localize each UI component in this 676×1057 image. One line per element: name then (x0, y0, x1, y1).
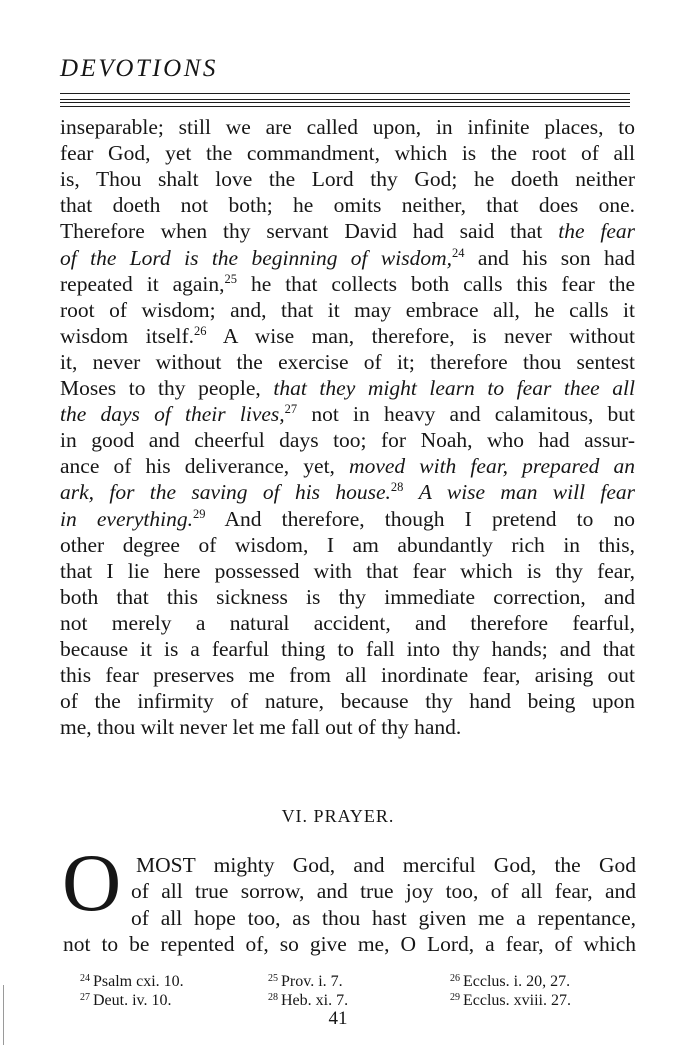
body-line: ance of his deliverance, yet, moved with fear, prepared an (60, 454, 636, 479)
footnote-marker: 29 (193, 506, 206, 521)
prayer-line: MOST mighty God, and merciful God, the God (136, 853, 636, 877)
footnote-marker: 27 (284, 402, 298, 417)
page-number: 41 (328, 1008, 348, 1029)
body-line: this fear preserves me from all inordinate fear, arising out (60, 663, 635, 688)
italic-text: the fear (558, 219, 635, 244)
prayer-line: of all hope too, as thou hast given me a repentance, (131, 906, 636, 930)
body-line: that doeth not both; he omits neither, that does one. (60, 193, 635, 218)
binding-edge (3, 985, 4, 1045)
footnotes (80, 972, 635, 1010)
prayer-line: of all true sorrow, and true joy too, of all fear, and (131, 879, 636, 903)
body-line: not merely a natural accident, and therefore fearful, (60, 610, 635, 635)
footnote-row (80, 972, 635, 991)
footnote: $^{25}$ Prov. i. 7. (268, 973, 343, 990)
footnote: $^{27}$ Deut. iv. 10. (80, 992, 172, 1009)
body-line: it, never without the exercise of it; therefore thou sentest (60, 349, 635, 374)
header-rule (60, 102, 630, 103)
body-line: of the infirmity of nature, because thy hand being upon (60, 689, 635, 714)
italic-text: the days of their lives, (60, 402, 285, 427)
body-line: in good and cheerful days too; for Noah, who had assur- (60, 428, 635, 453)
body-line: Moses to thy people, that they might learn to fear thee all (60, 376, 635, 400)
italic-text: ark, for the saving of his house. (60, 480, 391, 505)
italic-text: in everything. (60, 506, 193, 531)
body-line: Therefore when thy servant David had said that the fear (60, 219, 635, 244)
drop-cap: O (62, 837, 122, 928)
body-line: because it is a fearful thing to fall into thy hands; and that (60, 637, 635, 661)
footnote: $^{24}$ Psalm cxi. 10. (80, 973, 184, 990)
header-rule (60, 99, 630, 100)
body-line: me, thou wilt never let me fall out of thy hand. (60, 715, 462, 740)
section-title: VI. PRAYER. (281, 806, 395, 826)
italic-text: of the Lord is the beginning of wisdom, (60, 245, 452, 270)
italic-text: that they might learn to fear thee all (273, 376, 635, 400)
body-line: is, Thou shalt love the Lord thy God; he doeth neither (60, 167, 635, 192)
footnote-marker: 25 (224, 271, 238, 286)
running-head: DEVOTIONS (60, 55, 218, 82)
footnote-marker: 26 (194, 323, 207, 338)
body-line: both that this sickness is thy immediate correction, and (60, 584, 635, 609)
italic-text: moved with fear, prepared an (349, 454, 636, 479)
header-rule (60, 106, 630, 107)
footnote: $^{29}$ Ecclus. xviii. 27. (450, 992, 571, 1009)
footnote: $^{26}$ Ecclus. i. 20, 27. (450, 973, 571, 990)
body-line: wisdom itself.$^{26}$ A wise man, therefore, is never without (60, 323, 635, 348)
body-line: that I lie here possessed with that fear which is thy fear, (60, 558, 635, 583)
body-line: of the Lord is the beginning of wisdom,$^{24}$ and his son had (60, 245, 635, 270)
body-line (60, 479, 635, 505)
body-line: other degree of wisdom, I am abundantly rich in this, (60, 532, 635, 557)
body-line: repeated it again,$^{25}$ he that collects both calls this fear the (60, 271, 636, 296)
footnote-marker: 24 (451, 245, 465, 260)
header-rule (60, 93, 630, 94)
body-line: the days of their lives,$^{27}$ not in heavy and calamitous, but (60, 402, 636, 427)
italic-text: A wise man will fear (418, 480, 636, 505)
footnote-marker: 28 (390, 480, 404, 495)
prayer-line: not to be repented of, so give me, O Lord, a fear, of which (63, 932, 636, 956)
body-line: in everything.$^{29}$ And therefore, though I pretend to no (60, 506, 635, 531)
body-line: inseparable; still we are called upon, in infinite places, to (60, 115, 635, 139)
body-line: fear God, yet the commandment, which is the root of all (60, 141, 635, 166)
body-line: root of wisdom; and, that it may embrace all, he calls it (60, 297, 635, 322)
footnote: $^{28}$ Heb. xi. 7. (268, 992, 349, 1009)
